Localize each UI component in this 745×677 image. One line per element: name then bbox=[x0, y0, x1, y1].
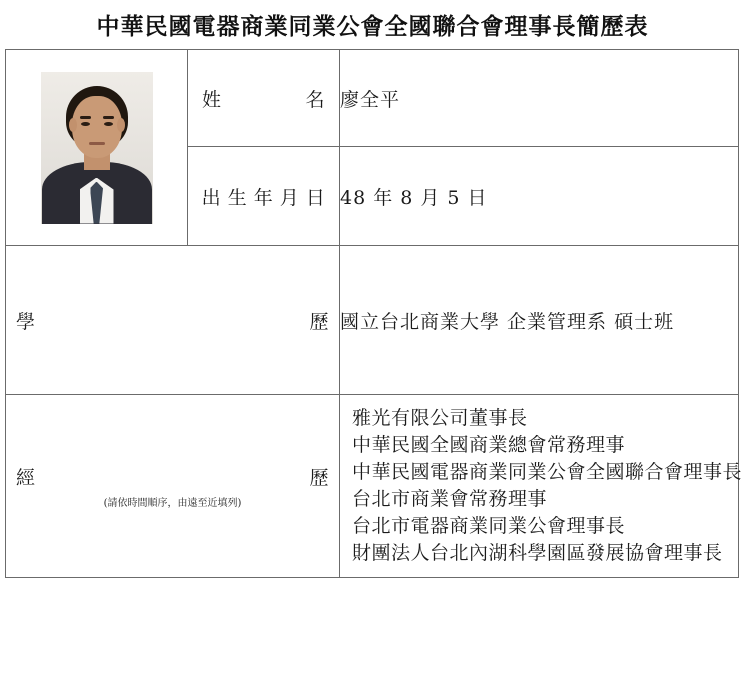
name-label-first-char: 姓 bbox=[202, 88, 222, 111]
experience-list bbox=[340, 395, 743, 577]
list-item: 台北市商業會常務理事 bbox=[352, 487, 548, 510]
list-item: 中華民國電器商業同業公會全國聯合會理事長 bbox=[352, 460, 743, 483]
name-label-cell bbox=[188, 50, 340, 147]
experience-label-cell bbox=[6, 395, 340, 578]
education-label-first-char: 學 bbox=[16, 310, 36, 333]
experience-label-first-char: 經 bbox=[16, 466, 36, 489]
table-row bbox=[6, 50, 739, 147]
list-item: 財團法人台北內湖科學園區發展協會理事長 bbox=[352, 541, 723, 564]
table-row bbox=[6, 395, 739, 578]
education-label-second-char: 歷 bbox=[309, 310, 329, 333]
name-label-second-char: 名 bbox=[305, 88, 325, 111]
portrait-photo bbox=[41, 72, 153, 224]
birthdate-label: 出 生 年 月 日 bbox=[188, 147, 340, 246]
resume-table bbox=[5, 49, 743, 578]
name-value: 廖全平 bbox=[340, 50, 739, 147]
list-item: 台北市電器商業同業公會理事長 bbox=[352, 514, 626, 537]
photo-cell bbox=[6, 50, 188, 246]
birthdate-value: 48 年 8 月 5 日 bbox=[340, 147, 739, 246]
education-value: 國立台北商業大學 企業管理系 碩士班 bbox=[340, 246, 739, 395]
experience-value-cell bbox=[340, 395, 743, 578]
table-row bbox=[6, 246, 739, 395]
education-label-cell bbox=[6, 246, 340, 395]
list-item: 中華民國全國商業總會常務理事 bbox=[352, 433, 626, 456]
experience-label-second-char: 歷 bbox=[309, 466, 329, 489]
page-title: 中華民國電器商業同業公會全國聯合會理事長簡歷表 bbox=[96, 13, 649, 40]
list-item: 雅光有限公司董事長 bbox=[352, 407, 528, 429]
experience-note: (請依時間順序，由遠至近填列) bbox=[103, 497, 242, 509]
